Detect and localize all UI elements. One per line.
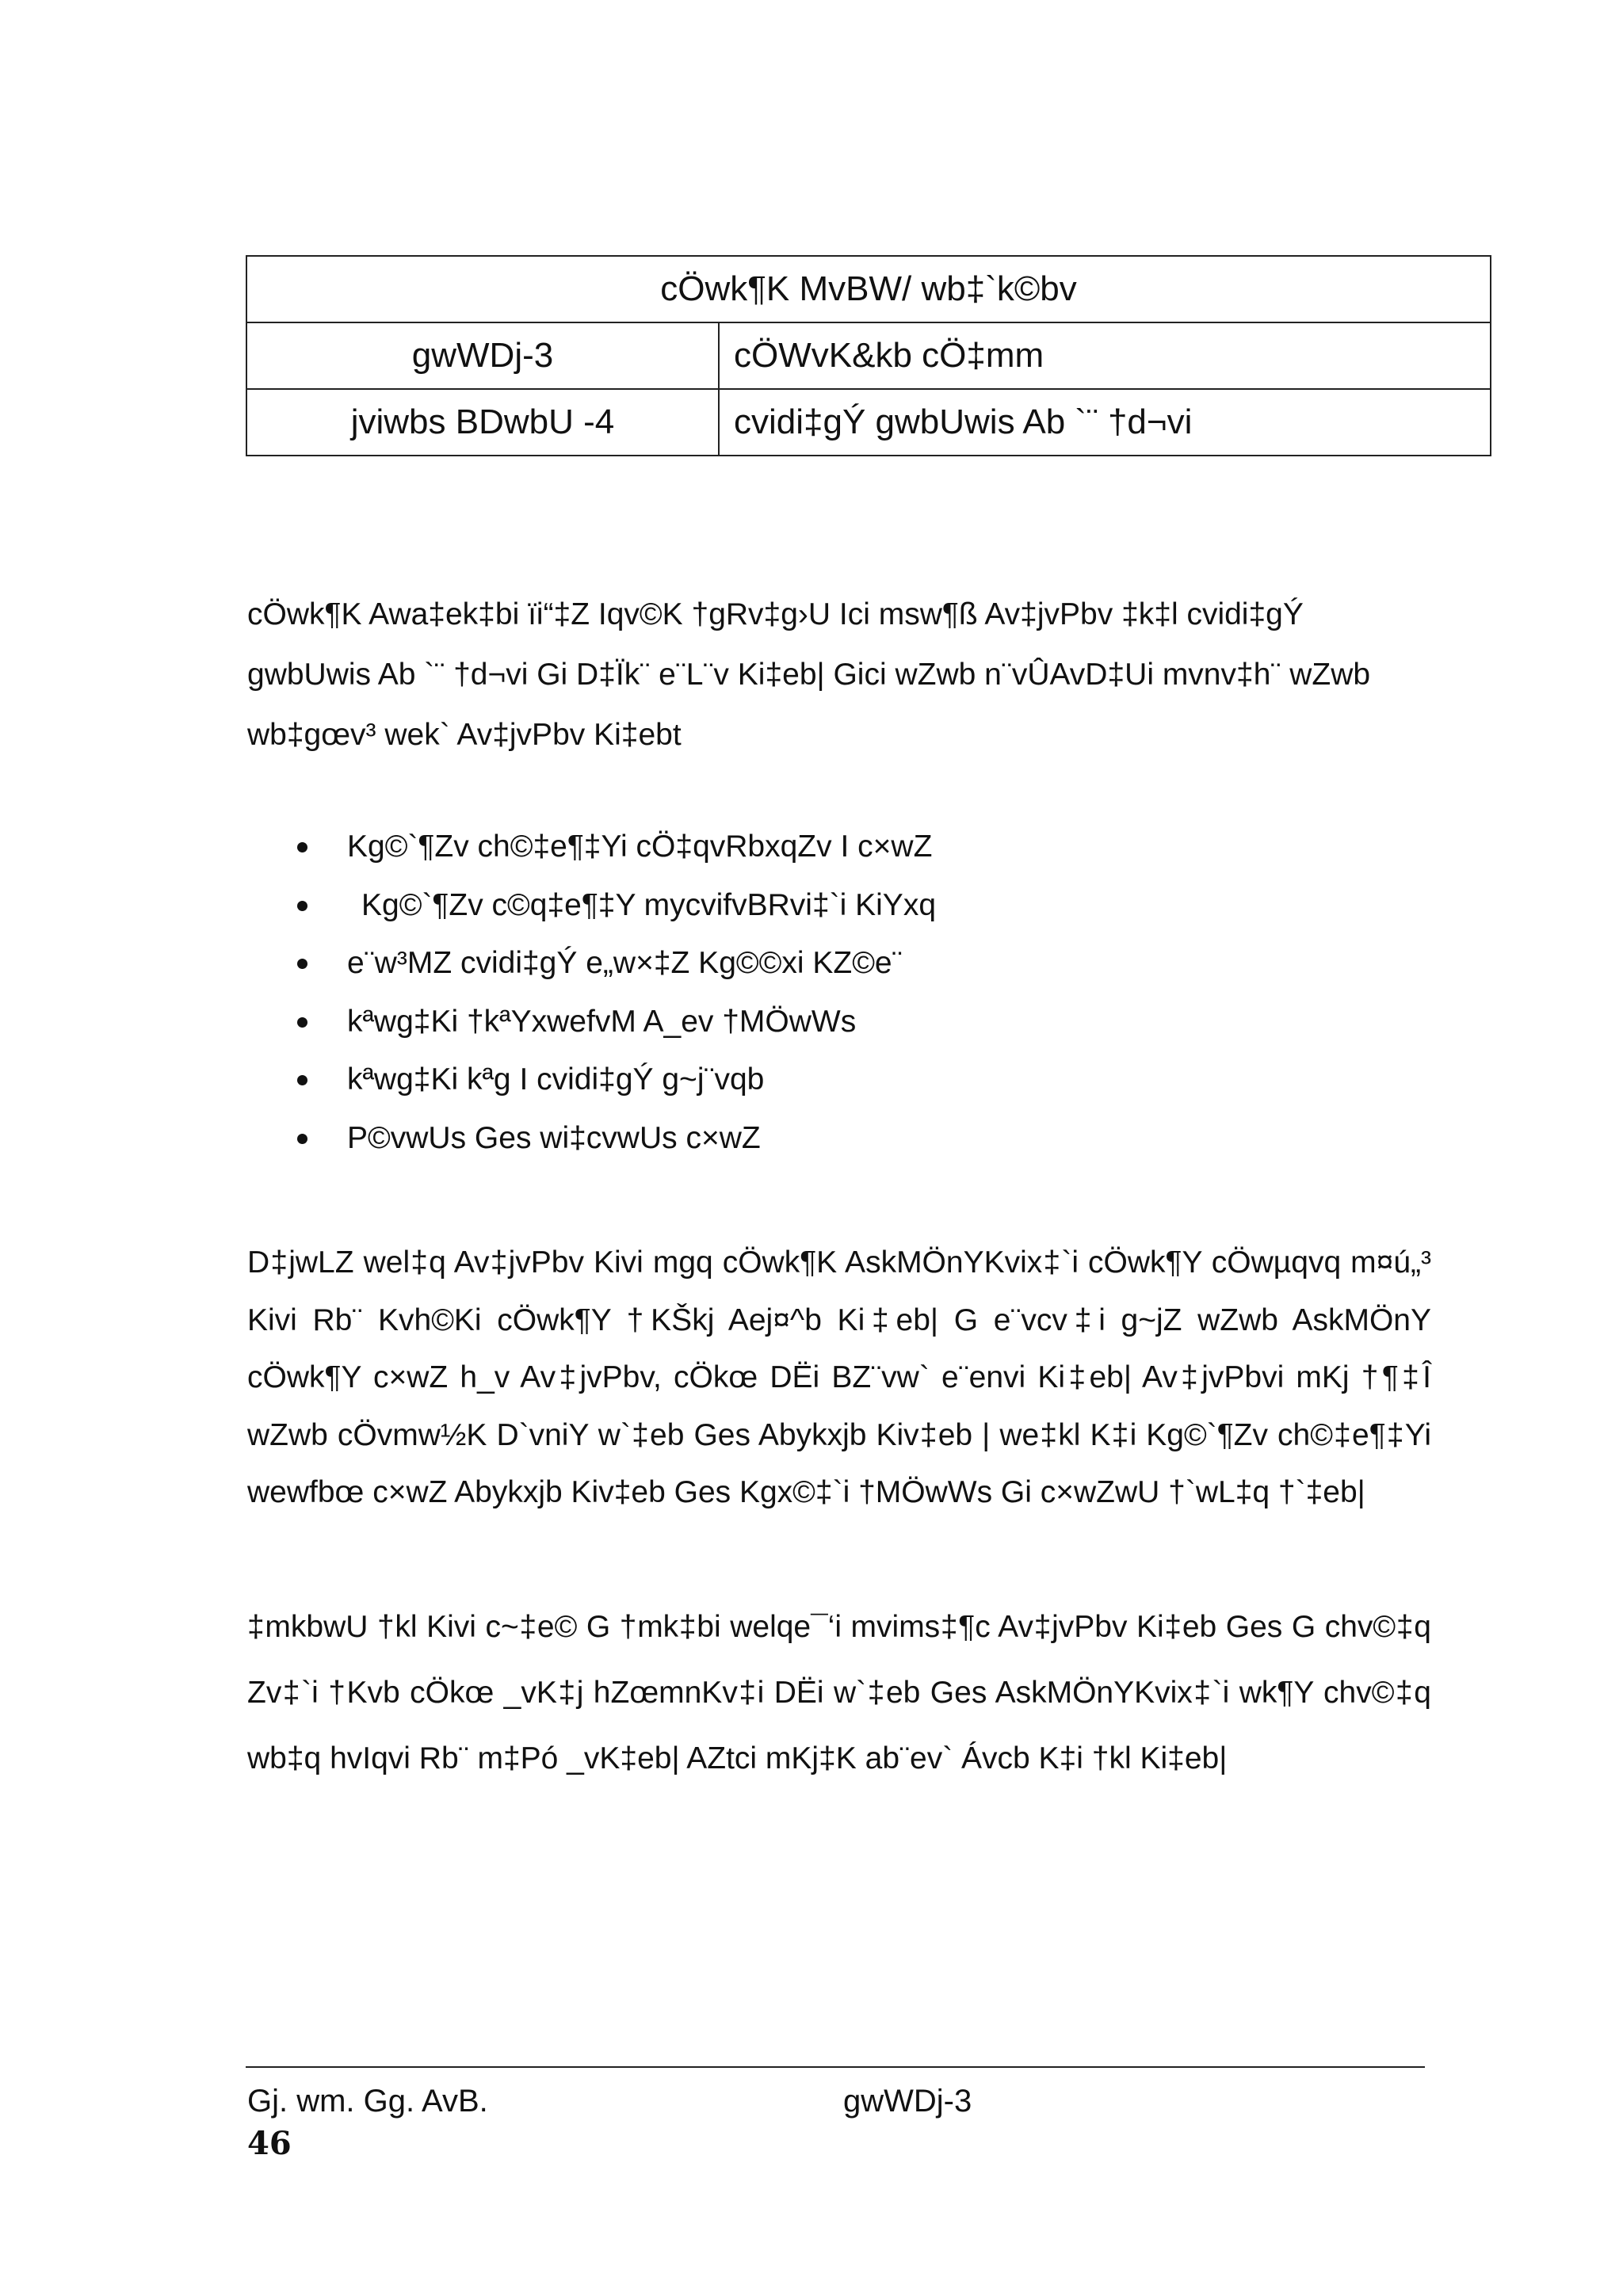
footer-organization: Gj. wm. Gg. AvB. [247, 2084, 488, 2119]
bullet-icon [297, 1075, 307, 1085]
intro-paragraph: cÖwk¶K Awa‡ek‡bi ïi“‡Z Iqv©K †gRv‡g›U Ici msw¶ß Av‡jvPbv ‡k‡l cvidi‡gÝ gwbUwis Ab `¨ †d¬vi Gi D‡Ïk¨ e¨L¨v Ki‡eb| Gici wZwb n¨vÛAvD‡Ui mvnv‡h¨ wZwb wb‡gœv³ wek` Av‡jvPbv Ki‡ebt [247, 597, 1371, 752]
module-label-cell: gwWDj-3 [246, 322, 719, 389]
header-table [246, 255, 1491, 456]
list-item [297, 1051, 936, 1109]
list-item-text: Kg©`¶Zv ch©‡e¶‡Yi cÖ‡qvRbxqZv I c×wZ [347, 830, 933, 864]
list-item [297, 818, 936, 876]
body-paragraph-2: ‡mkbwU †kl Kivi c~‡e© G †mk‡bi welqe¯‘i mvims‡¶c Av‡jvPbv Ki‡eb Ges G chv©‡q Zv‡`i †Kvb cÖkœ _vK‡j hZœmnKv‡i DËi w`‡eb Ges AskMÖnYKvix‡`i wk¶Y chv©‡q wb‡q hvIqvi Rb¨ m‡Pó _vK‡eb| AZtci mKj‡K ab¨ev` Ávcb K‡i †kl Ki‡eb| [247, 1610, 1431, 1775]
bullet-icon [297, 842, 307, 852]
list-item-text: kªwg‡Ki kªg I cvidi‡gÝ g~j¨vqb [347, 1062, 765, 1097]
table-row [246, 389, 1491, 456]
module-value-cell: cÖWvK&kb cÖ‡mm [719, 322, 1491, 389]
page-number: 46 [247, 2125, 292, 2162]
body-paragraph-1: D‡jwLZ wel‡q Av‡jvPbv Kivi mgq cÖwk¶K AskMÖnYKvix‡`i cÖwk¶Y cÖwµqvq m¤ú„³ Kivi Rb¨ Kvh©Ki cÖwk¶Y †KŠkj Aej¤^b Ki‡eb| G e¨vcv‡i g~jZ wZwb AskMÖnY cÖwk¶Y c×wZ h_v Av‡jvPbv, cÖkœ DËi BZ¨vw` e¨envi Ki‡eb| Av‡jvPbvi mKj †¶‡Î wZwb cÖvmw½K D`vniY w`‡eb Ges Abykxjb Kiv‡eb | we‡kl K‡i Kg©`¶Zv ch©‡e¶‡Yi wewfbœ c×wZ Abykxjb Kiv‡eb Ges Kgx©‡`i †MÖwWs Gi c×wZwU †`wL‡q †`‡eb| [247, 1245, 1431, 1509]
table-row [246, 322, 1491, 389]
bullet-icon [297, 1017, 307, 1028]
list-item-text: e¨w³MZ cvidi‡gÝ e„w×‡Z Kg©©xi KZ©e¨ [347, 946, 903, 981]
list-item-text: P©vwUs Ges wi‡cvwUs c×wZ [347, 1120, 761, 1155]
unit-value-cell: cvidi‡gÝ gwbUwis Ab `¨ †d¬vi [719, 389, 1491, 456]
footer-module: gwWDj-3 [843, 2084, 972, 2119]
bullet-icon [297, 1134, 307, 1144]
list-item-text: Kg©`¶Zv c©q‡e¶‡Y mycvifvBRvi‡`i KiYxq [361, 887, 937, 922]
bullet-icon [297, 959, 307, 969]
list-item [297, 876, 936, 935]
footer-divider [246, 2066, 1425, 2068]
list-item [297, 934, 936, 993]
list-item-text: kªwg‡Ki †kªYxwefvM A_ev †MÖwWs [347, 1004, 857, 1039]
header-table-title: cÖwk¶K MvBW/ wb‡`k©bv [246, 256, 1491, 322]
topic-bullet-list [297, 818, 936, 1168]
unit-label-cell: jviwbs BDwbU -4 [246, 389, 719, 456]
bullet-icon [297, 901, 307, 911]
list-item [297, 1109, 936, 1168]
list-item [297, 993, 936, 1051]
